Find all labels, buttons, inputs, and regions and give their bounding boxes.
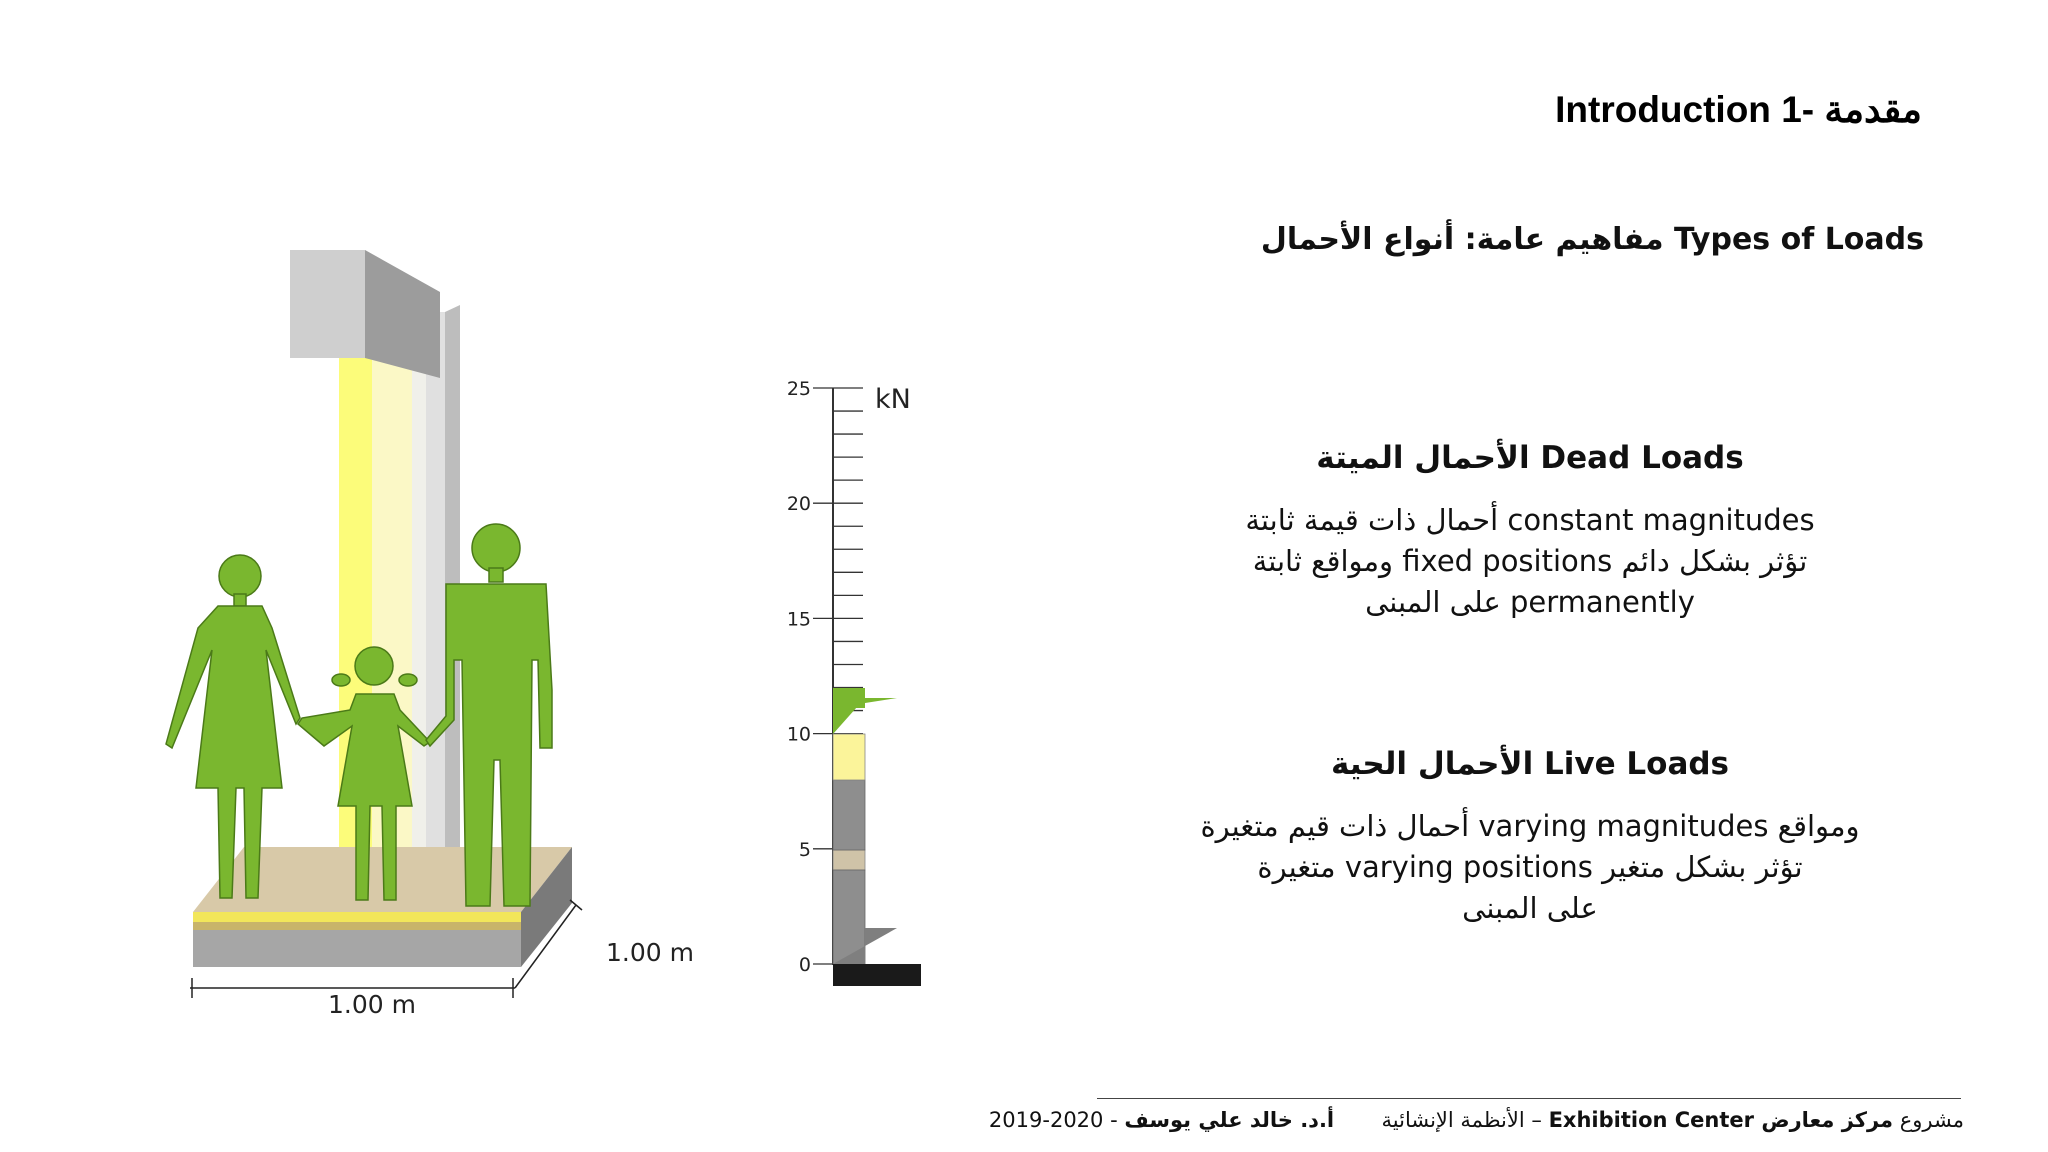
- woman-figure: [166, 555, 300, 898]
- slide-subtitle: مفاهيم عامة: أنواع الأحمال Types of Loads: [1260, 222, 1924, 257]
- scale-unit-label: kN: [875, 384, 911, 415]
- dead-loads-line: أحمال ذات قيمة ثابتة constant magnitudes: [1245, 503, 1815, 537]
- footer-dash: –: [1531, 1108, 1542, 1132]
- dimension-depth-label: 1.00 m: [606, 938, 694, 967]
- scale-tick-label: 0: [798, 954, 811, 976]
- footer-year: 2020-2019: [988, 1108, 1104, 1132]
- slide-title: Introduction مقدمة -1: [1555, 89, 1922, 130]
- scale-bands: [833, 688, 921, 986]
- dead-loads-heading: الأحمال الميتة Dead Loads: [1316, 440, 1744, 476]
- footer-author: أ.د. خالد علي يوسف: [1124, 1108, 1335, 1132]
- scale-tick-label: 20: [786, 493, 811, 516]
- dead-loads-description: [1175, 500, 1885, 623]
- dimension-width-label: 1.00 m: [328, 990, 416, 1019]
- dead-loads-line: على المبنى permanently: [1365, 585, 1695, 619]
- footer-project-name: مركز معارض Exhibition Center: [1548, 1108, 1894, 1132]
- footer-divider: [1097, 1098, 1961, 1099]
- live-loads-line: متغيرة varying positions تؤثر بشكل متغير: [1257, 850, 1803, 884]
- live-loads-line: على المبنى: [1462, 891, 1598, 925]
- footer-course: الأنظمة الإنشائية: [1381, 1108, 1525, 1132]
- footer-year-sep: -: [1110, 1108, 1118, 1132]
- scale-tick-label: 10: [786, 723, 811, 746]
- footer-project-prefix: مشروع: [1899, 1108, 1964, 1132]
- footer: [989, 1108, 1964, 1132]
- live-loads-description: [1175, 806, 1885, 929]
- load-scale: [770, 370, 940, 1000]
- scale-tick-label: 5: [798, 838, 811, 861]
- live-loads-line: أحمال ذات قيم متغيرة varying magnitudes ومواقع: [1200, 809, 1860, 843]
- scale-tick-label: 15: [786, 608, 811, 631]
- scale-tick-label: 25: [786, 378, 811, 400]
- dead-loads-line: ومواقع ثابتة fixed positions تؤثر بشكل دائم: [1252, 544, 1808, 578]
- loads-illustration: [160, 240, 694, 1020]
- live-loads-heading: الأحمال الحية Live Loads: [1330, 746, 1730, 782]
